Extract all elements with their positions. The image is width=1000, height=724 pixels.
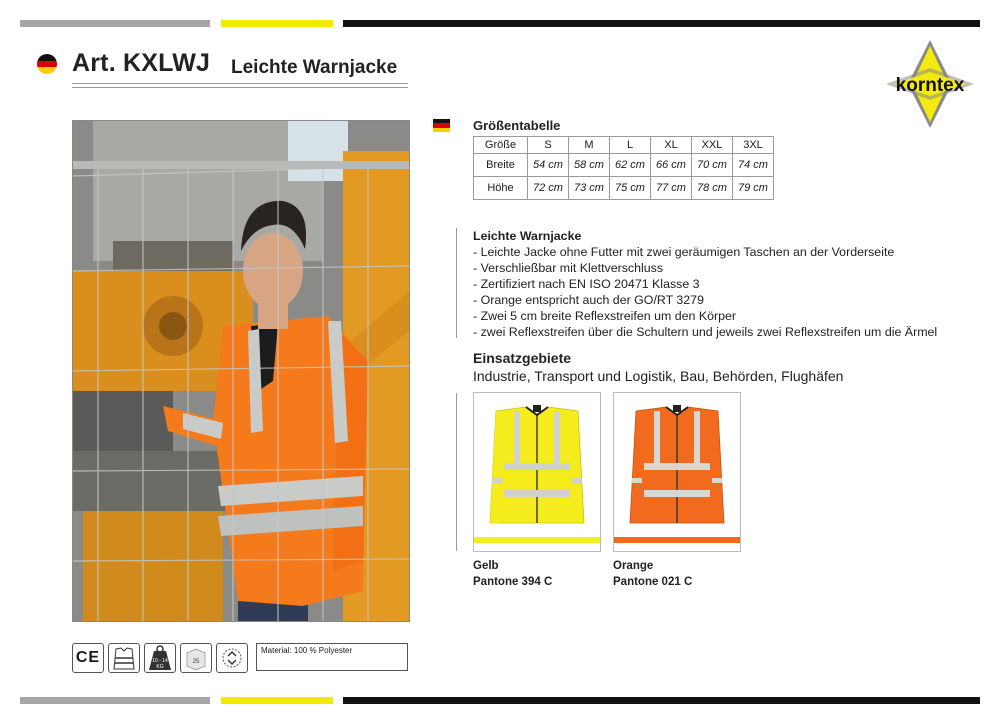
feature-bullet: - Orange entspricht auch der GO/RT 3279 — [473, 293, 704, 307]
variant-orange-image — [613, 392, 741, 552]
variant-caption-orange — [613, 559, 692, 589]
ce-mark-label: CE — [75, 649, 101, 666]
size-header-cell: M — [569, 137, 610, 154]
size-value: 70 cm — [692, 154, 733, 177]
variant-color-name: Orange — [613, 560, 654, 572]
row-label: Höhe — [474, 177, 528, 200]
hi-vis-jacket-icon — [108, 643, 140, 673]
size-header-cell: XL — [651, 137, 692, 154]
usage-title: Einsatzgebiete — [473, 350, 572, 366]
separator — [456, 228, 457, 338]
german-flag-small-icon — [433, 119, 450, 132]
top-bar-gray — [20, 20, 210, 27]
product-photo — [72, 120, 410, 622]
bottom-bar-gray — [20, 697, 210, 704]
size-table — [473, 136, 774, 200]
size-value: 66 cm — [651, 154, 692, 177]
size-header-label: Größe — [474, 137, 528, 154]
variant-pantone: Pantone 394 C — [473, 576, 553, 588]
feature-bullet: - zwei Reflexstreifen über die Schultern und jeweils zwei Reflexstreifen um die Ärmel — [473, 325, 938, 339]
size-value: 79 cm — [733, 177, 774, 200]
article-number: Art. KXLWJ — [72, 49, 211, 77]
title-underline — [72, 83, 408, 84]
size-value: 74 cm — [733, 154, 774, 177]
product-name: Leichte Warnjacke — [231, 57, 398, 78]
brand-name: korntex — [895, 75, 965, 96]
top-bar-black — [343, 20, 980, 27]
material-label: Material: 100 % Polyester — [256, 643, 408, 671]
weight-unit: KG — [156, 664, 164, 670]
size-header-cell: XXL — [692, 137, 733, 154]
size-table-title: Größentabelle — [473, 118, 561, 133]
feature-bullet: - Verschließbar mit Klettverschluss — [473, 261, 664, 275]
size-value: 62 cm — [610, 154, 651, 177]
bottom-bar-yellow — [221, 697, 333, 704]
title-underline-2 — [72, 87, 408, 88]
yellow-color-stripe — [474, 537, 600, 543]
feature-bullet: - Zwei 5 cm breite Reflexstreifen um den Körper — [473, 309, 737, 323]
bottom-bar-black — [343, 697, 980, 704]
separator — [456, 393, 457, 551]
ce-mark-icon — [72, 643, 104, 673]
size-header-cell: L — [610, 137, 651, 154]
variant-pantone: Pantone 021 C — [613, 576, 693, 588]
size-value: 73 cm — [569, 177, 610, 200]
korntex-logo — [880, 38, 980, 130]
variant-yellow-image — [473, 392, 601, 552]
feature-bullet: - Leichte Jacke ohne Futter mit zwei geräumigen Taschen an der Vorderseite — [473, 245, 895, 259]
weight-range: 10 - 14 — [152, 658, 168, 664]
variant-color-name: Gelb — [473, 560, 499, 572]
size-value: 54 cm — [528, 154, 569, 177]
size-header-cell: S — [528, 137, 569, 154]
product-description — [473, 228, 937, 340]
size-table-row — [474, 177, 774, 200]
size-table-header-row — [474, 137, 774, 154]
recycling-icon — [216, 643, 248, 673]
size-table-row — [474, 154, 774, 177]
size-value: 58 cm — [569, 154, 610, 177]
size-value: 77 cm — [651, 177, 692, 200]
size-value: 75 cm — [610, 177, 651, 200]
variant-caption-yellow — [473, 559, 552, 589]
usage-text: Industrie, Transport und Logistik, Bau, Behörden, Flughäfen — [473, 368, 844, 384]
orange-color-stripe — [614, 537, 740, 543]
weight-icon — [144, 643, 176, 673]
row-label: Breite — [474, 154, 528, 177]
feature-bullet: - Zertifiziert nach EN ISO 20471 Klasse 3 — [473, 277, 700, 291]
size-value: 78 cm — [692, 177, 733, 200]
size-header-cell: 3XL — [733, 137, 774, 154]
description-title: Leichte Warnjacke — [473, 229, 582, 243]
size-value: 72 cm — [528, 177, 569, 200]
box-quantity-icon — [180, 643, 212, 673]
top-bar-yellow — [221, 20, 333, 27]
box-quantity: 25 — [192, 659, 200, 665]
german-flag-icon — [37, 54, 57, 74]
